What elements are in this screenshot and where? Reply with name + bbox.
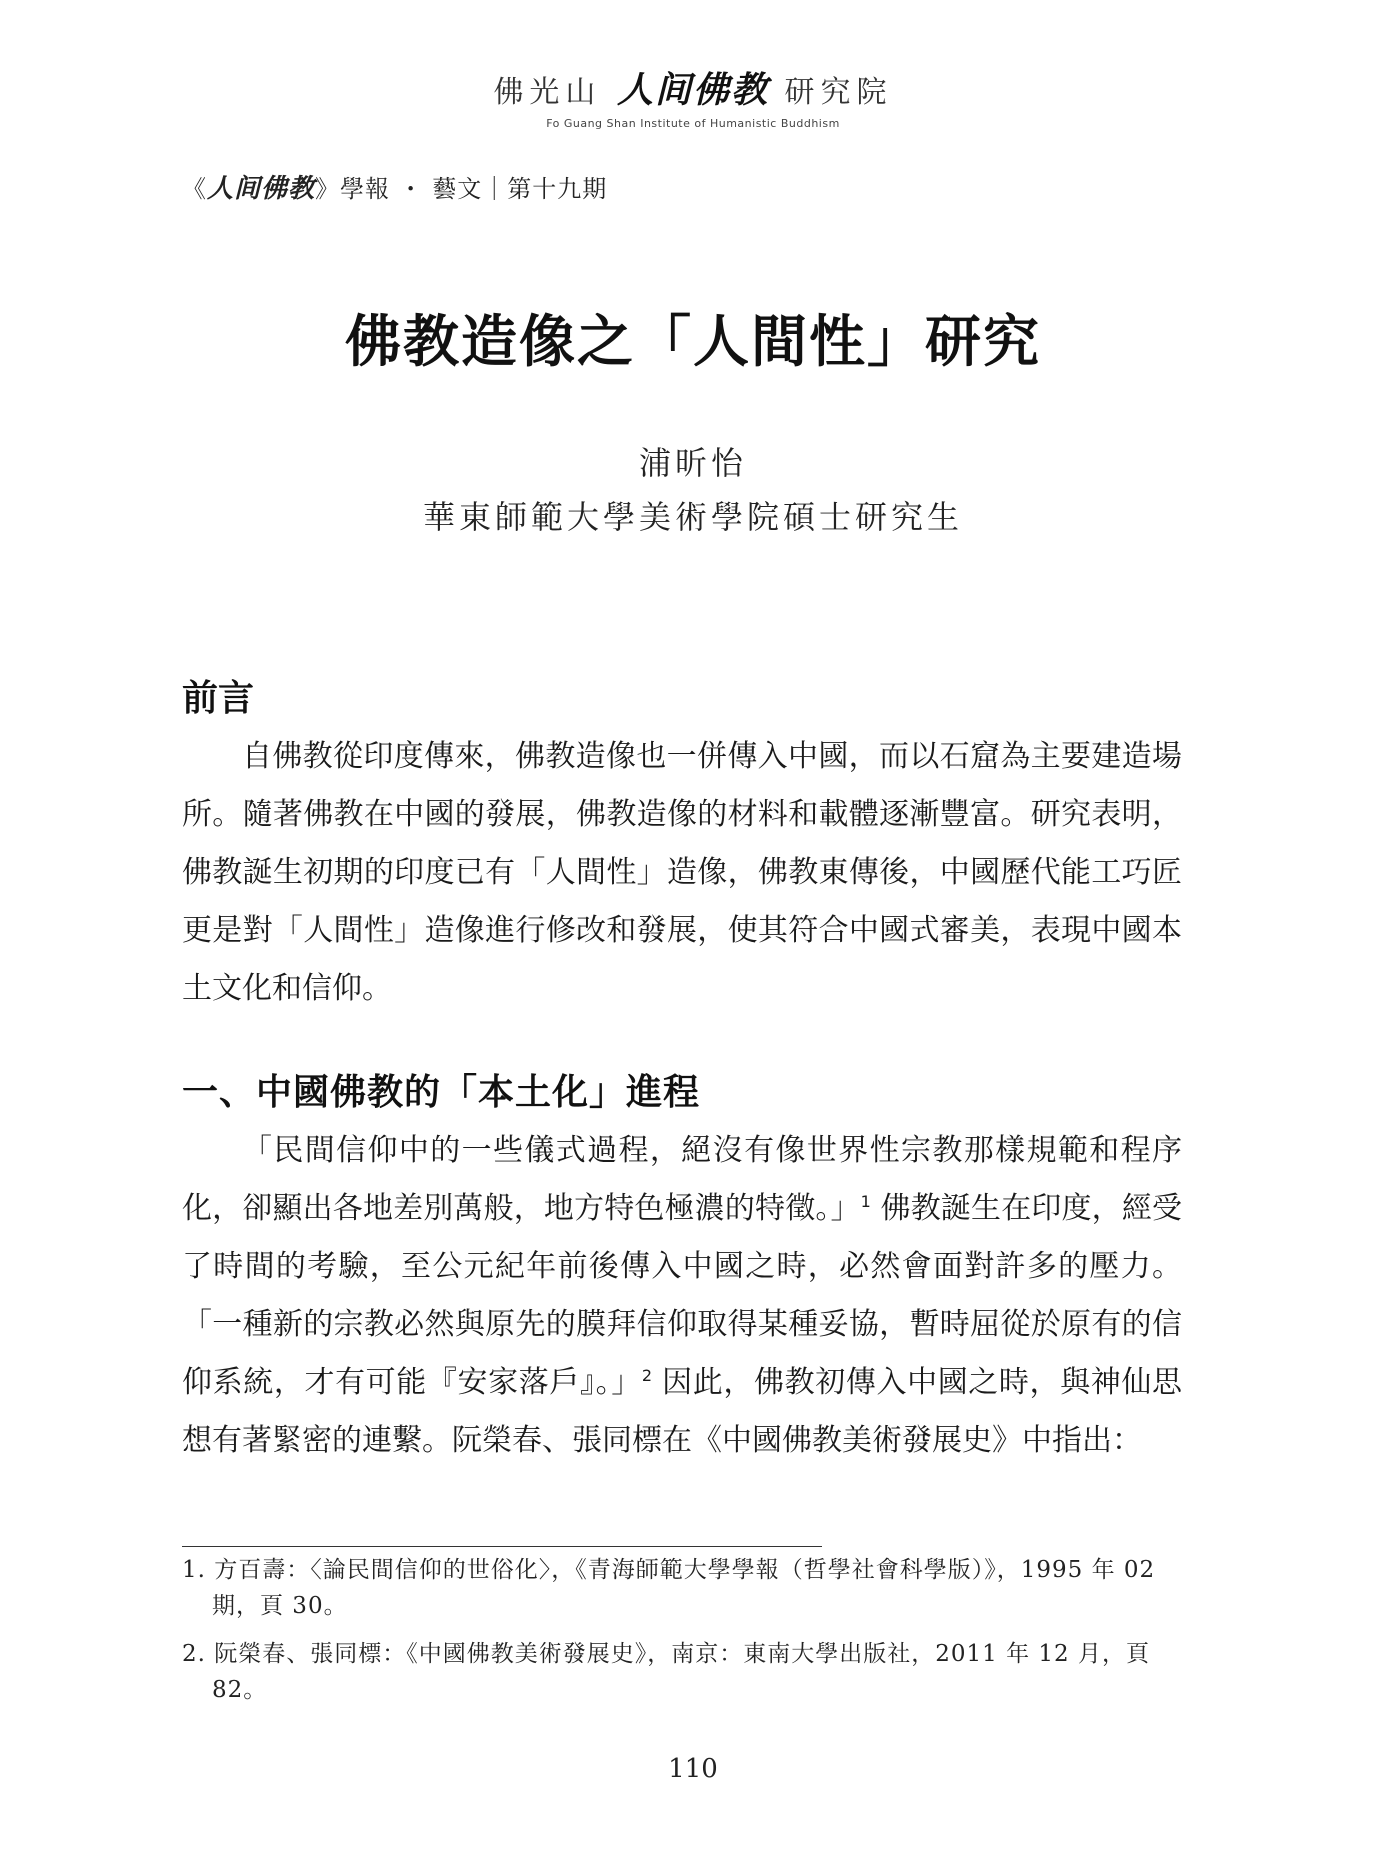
institute-prefix: 佛光山 — [493, 75, 602, 110]
footnote-ref-1[interactable]: 1 — [860, 1192, 871, 1211]
footnotes — [182, 1552, 1182, 1720]
intro-paragraph: 自佛教從印度傳來，佛教造像也一併傳入中國，而以石窟為主要建造場所。隨著佛教在中國的發展，佛教造像的材料和載體逐漸豐富。研究表明，佛教誕生初期的印度已有「人間性」造像，佛教東傳後，中國歷代能工巧匠更是對「人間性」造像進行修改和發展，使其符合中國式審美，表現中國本土文化和信仰。 — [182, 739, 1182, 1006]
institute-english-name: Fo Guang Shan Institute of Humanistic Buddhism — [546, 117, 840, 130]
institute-logo — [0, 62, 1386, 113]
author-affiliation: 華東師範大學美術學院碩士研究生 — [422, 498, 963, 536]
running-head — [182, 168, 607, 205]
footnote-divider — [182, 1546, 822, 1547]
footnote-1: 1. 方百壽：〈論民間信仰的世俗化〉，《青海師範大學學報（哲學社會科學版）》，1995 年 02 期，頁 30。 — [182, 1557, 1156, 1619]
section1-text-part3: 因此，佛教初傳入中國之時，與神仙思想有著緊密的連繫。阮榮春、張同標在《中國佛教美術發展史》中指出： — [182, 1365, 1182, 1458]
article-title: 佛教造像之「人間性」研究 — [345, 309, 1041, 375]
section1-paragraph — [182, 1122, 1182, 1470]
institute-header — [0, 62, 1386, 130]
institute-suffix: 研究院 — [784, 75, 893, 110]
section-heading-intro: 前言 — [182, 677, 255, 719]
footnote-2: 2. 阮榮春、張同標：《中國佛教美術發展史》，南京：東南大學出版社，2011 年 12 月，頁 82。 — [182, 1641, 1150, 1703]
running-head-issue: 》學報 ・ 藝文｜第十九期 — [315, 175, 608, 203]
journal-name: 人间佛教 — [207, 174, 316, 204]
section-heading-1: 一、中國佛教的「本土化」進程 — [182, 1071, 701, 1113]
author-name: 浦昕怡 — [638, 444, 747, 482]
section1-text-part1: 「民間信仰中的一些儀式過程，絕沒有像世界性宗教那樣規範和程序化，卻顯出各地差別萬般，地方特色極濃的特徵。」 — [182, 1133, 1182, 1226]
running-head-open-quote: 《 — [182, 175, 207, 203]
section1-text-part2: 佛教誕生在印度，經受了時間的考驗，至公元紀年前後傳入中國之時，必然會面對許多的壓力。「一種新的宗教必然與原先的膜拜信仰取得某種妥協，暫時屈從於原有的信仰系統，才有可能『安家落戶』。」 — [182, 1191, 1182, 1400]
footnote-ref-2[interactable]: 2 — [641, 1366, 653, 1385]
institute-brand: 人间佛教 — [616, 69, 769, 111]
page-number: 110 — [668, 1754, 718, 1784]
